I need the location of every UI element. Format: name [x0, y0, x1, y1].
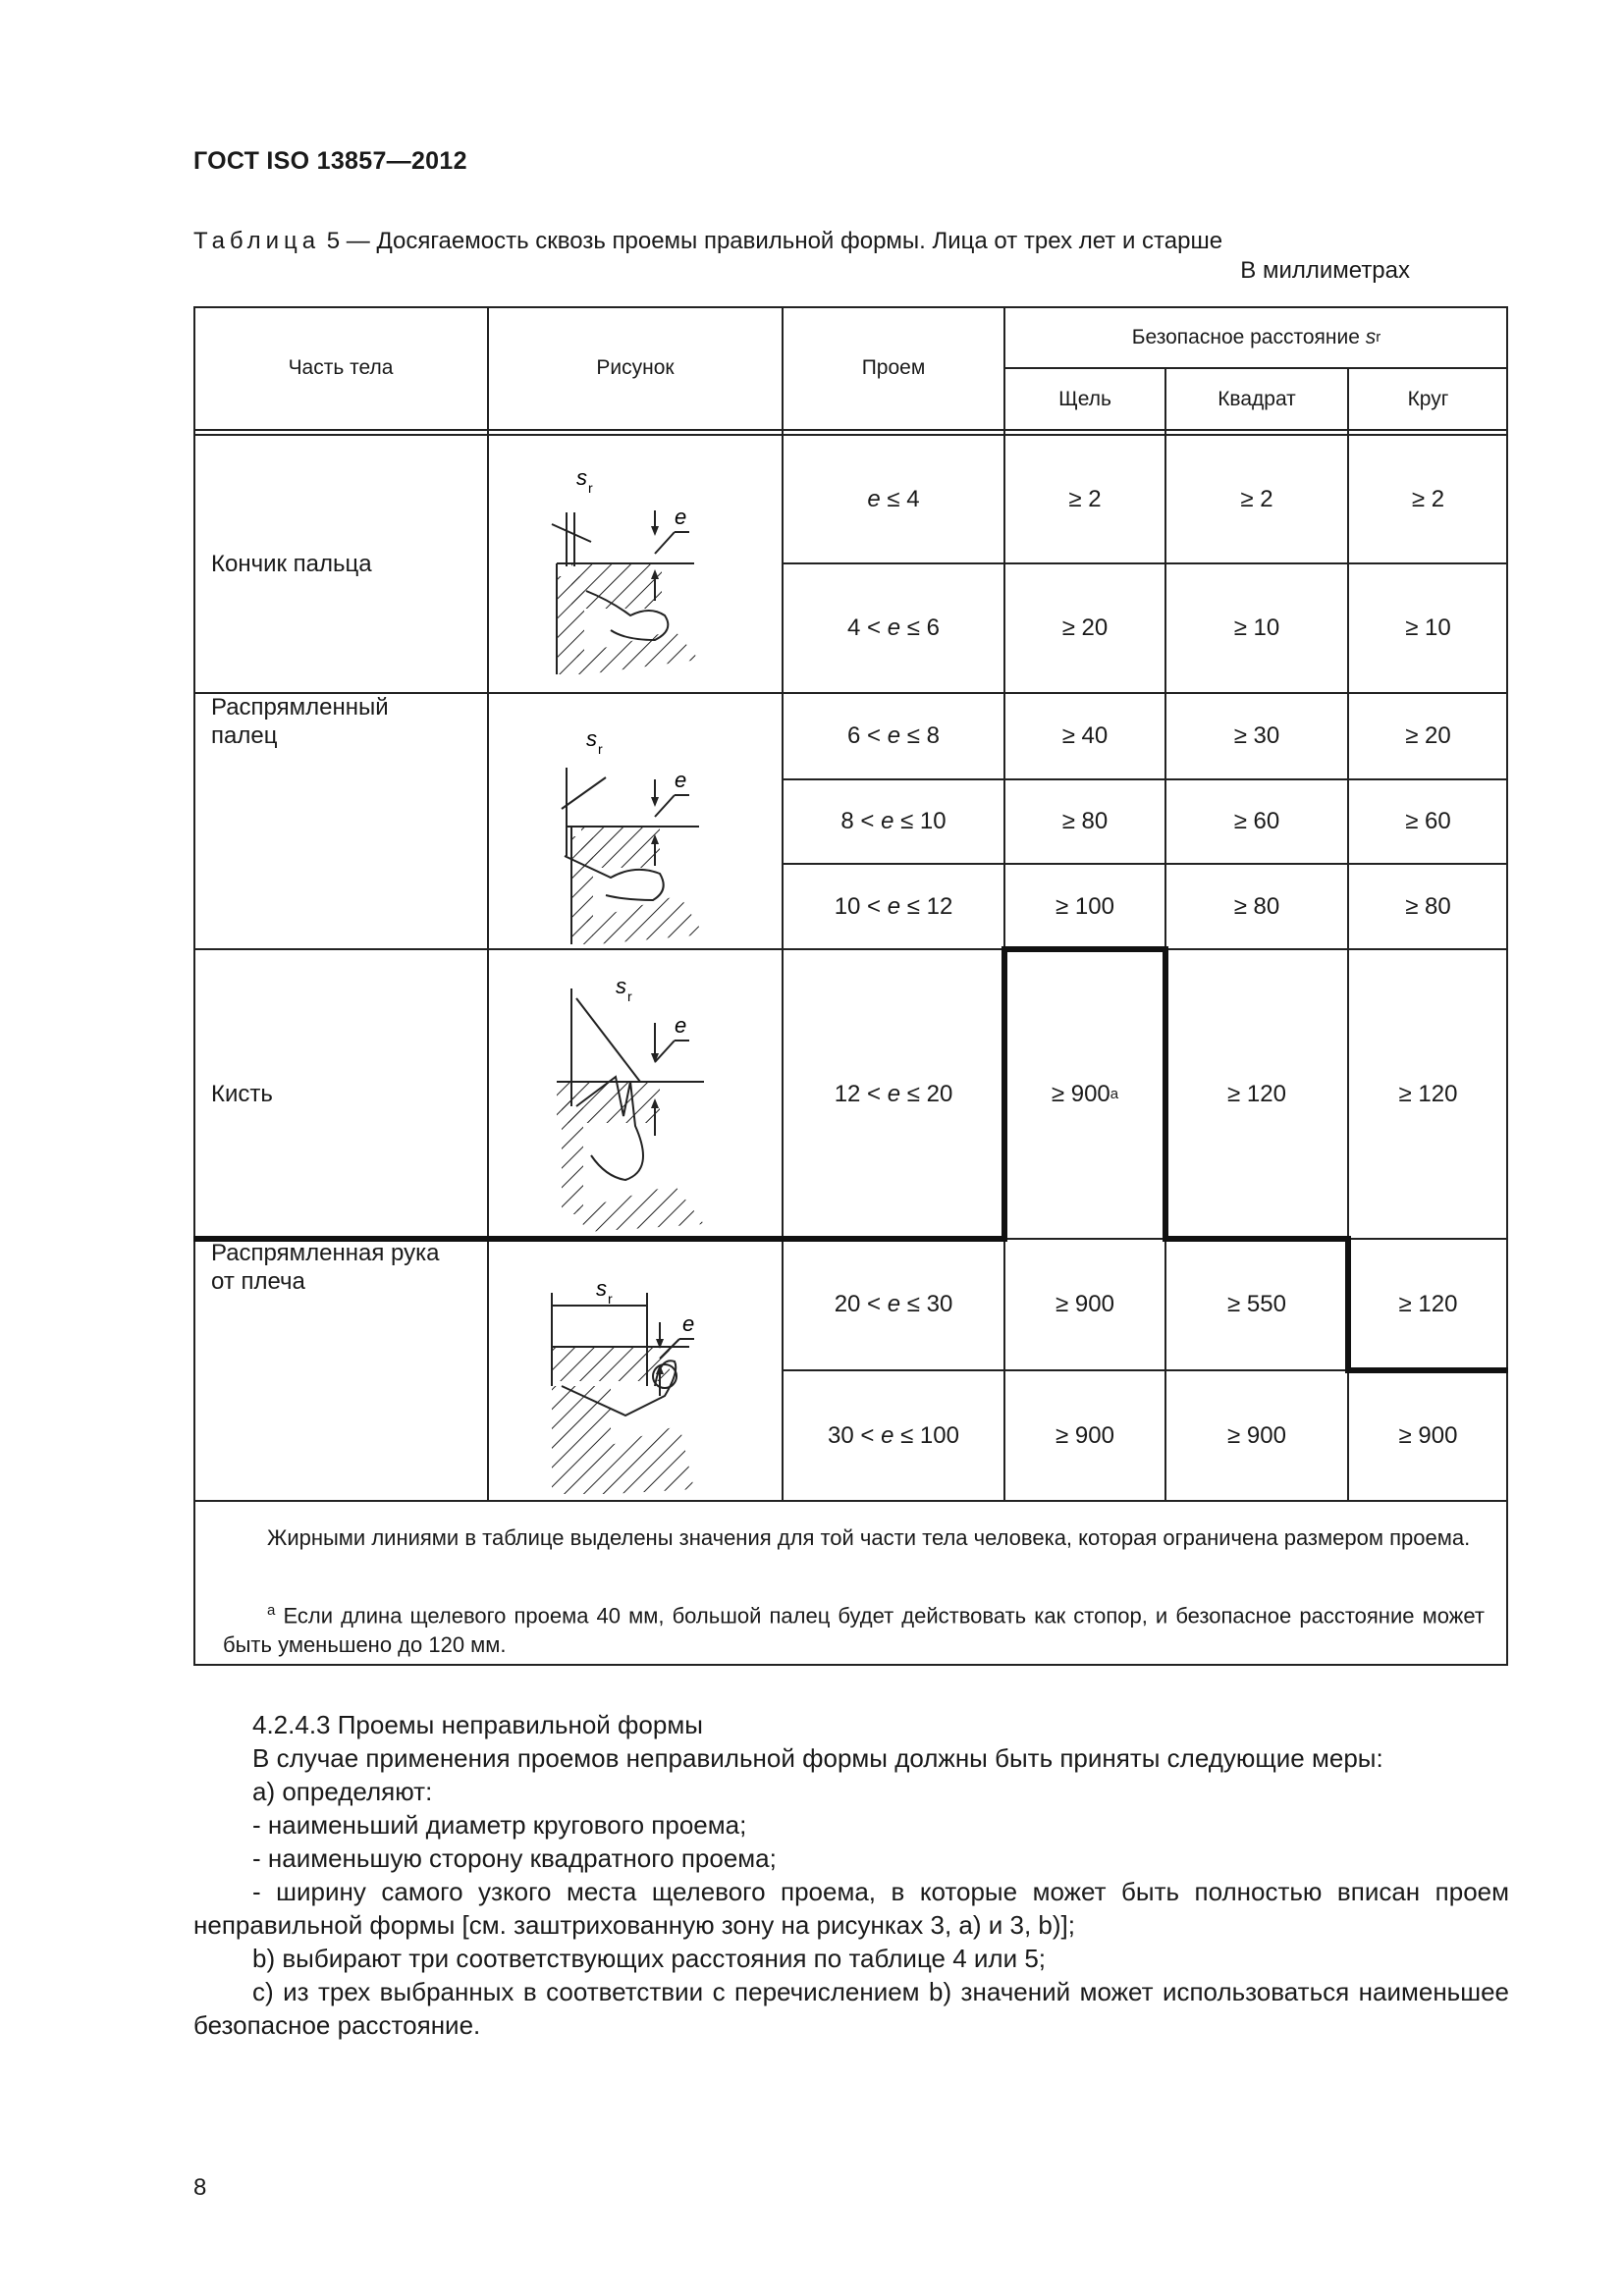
body-part-arm [193, 1239, 488, 1501]
dash-item-2: - наименьшую сторону квадратного проема; [252, 1843, 777, 1873]
fingertip-figure [517, 444, 753, 684]
sr-label-sub: r [608, 1291, 613, 1307]
sr-symbol: s [1365, 325, 1377, 348]
opening-cell [783, 864, 1004, 949]
slot-value [1004, 949, 1165, 1239]
note-footnote [223, 1596, 1485, 1660]
e-label: e [675, 1013, 687, 1038]
opening-cell [783, 693, 1004, 779]
square-value: ≥ 30 [1233, 722, 1280, 749]
square-value: ≥ 550 [1227, 1291, 1286, 1317]
circle-value: ≥ 120 [1398, 1080, 1458, 1107]
body-part-line: палец [211, 722, 278, 749]
document-header: ГОСТ ISO 13857—2012 [193, 147, 467, 175]
circle-value: ≥ 10 [1405, 614, 1451, 641]
item-c: c) из трех выбранных в соответствии с перечислением b) значений может использоваться наименьшее безопасное расстояние. [193, 1977, 1509, 2040]
circle-value: ≥ 120 [1398, 1291, 1458, 1317]
body-part-finger [193, 693, 488, 949]
circle-value: ≥ 900 [1398, 1421, 1458, 1449]
opening-var: e [887, 722, 901, 749]
opening-var: e [867, 485, 881, 512]
table-caption-label: Таблица [193, 228, 321, 254]
opening-suffix: ≤ 12 [900, 892, 953, 920]
square-value: ≥ 10 [1233, 614, 1280, 641]
body-part-line: Распрямленная рука [211, 1240, 440, 1266]
slot-value: ≥ 40 [1061, 722, 1109, 749]
opening-cell [783, 563, 1004, 693]
body-part-line: Кончик пальца [211, 551, 372, 577]
opening-cell [783, 435, 1004, 563]
slot-value-text: ≥ 900 [1051, 1080, 1110, 1107]
sr-label: s [586, 726, 597, 751]
body-part-line: Кисть [211, 1081, 273, 1107]
opening-prefix: 4 < [847, 614, 888, 641]
circle-value: ≥ 2 [1411, 485, 1445, 512]
square-value: ≥ 60 [1233, 808, 1280, 834]
body-part-line: от плеча [211, 1268, 305, 1295]
header-circle: Круг [1407, 387, 1449, 410]
header-safe-distance-label: Безопасное расстояние [1131, 325, 1360, 348]
body-part-hand [193, 949, 488, 1239]
body-part-fingertip [193, 435, 488, 693]
section-title: 4.2.4.3 Проемы неправильной формы [252, 1710, 703, 1739]
e-label: e [675, 505, 687, 529]
opening-prefix: 20 < [834, 1291, 888, 1317]
header-square: Квадрат [1218, 387, 1296, 410]
opening-prefix: 12 < [834, 1080, 888, 1107]
opening-suffix: ≤ 10 [893, 808, 947, 834]
sr-label: s [616, 974, 626, 998]
opening-prefix: 8 < [840, 808, 882, 834]
opening-prefix: 30 < [828, 1421, 882, 1449]
hand-figure [517, 959, 753, 1239]
sr-label-sub: r [598, 741, 603, 757]
page-number: 8 [193, 2174, 207, 2201]
slot-value: ≥ 2 [1068, 485, 1102, 512]
footnote-ref: a [1110, 1086, 1119, 1102]
item-b: b) выбирают три соответствующих расстояния по таблице 4 или 5; [252, 1944, 1047, 1973]
opening-cell [783, 949, 1004, 1239]
opening-suffix: ≤ 100 [893, 1421, 959, 1449]
header-slot: Щель [1058, 387, 1111, 410]
opening-var: e [881, 808, 894, 834]
slot-value: ≥ 80 [1061, 808, 1109, 834]
body-part-line: Распрямленный [211, 694, 389, 721]
square-value: ≥ 80 [1233, 892, 1280, 920]
opening-var: e [881, 1421, 894, 1449]
slot-value: ≥ 900 [1056, 1421, 1114, 1449]
opening-var: e [887, 614, 901, 641]
header-body-part: Часть тела [288, 356, 394, 379]
square-value: ≥ 900 [1227, 1421, 1286, 1449]
opening-cell [783, 779, 1004, 864]
opening-var: e [887, 892, 901, 920]
table-caption [193, 228, 1222, 255]
header-opening: Проем [861, 356, 926, 379]
footnote-text: Если длина щелевого проема 40 мм, большой палец будет действовать как стопор, и безопасное расстояние может быть уменьшено до 120 мм. [223, 1603, 1485, 1658]
slot-value: ≥ 900 [1056, 1291, 1114, 1317]
e-label: e [682, 1311, 695, 1336]
table-units: В миллиметрах [1240, 257, 1410, 284]
dash-item-1: - наименьший диаметр кругового проема; [252, 1810, 747, 1840]
header-safe-distance [1004, 306, 1508, 368]
square-value: ≥ 120 [1227, 1080, 1286, 1107]
opening-prefix: 10 < [834, 892, 888, 920]
item-a: a) определяют: [252, 1777, 433, 1806]
arm-figure [517, 1249, 753, 1499]
slot-value: ≥ 20 [1061, 614, 1109, 641]
footnote-mark: a [267, 1602, 276, 1619]
opening-suffix: ≤ 20 [900, 1080, 953, 1107]
opening-suffix: ≤ 4 [880, 485, 920, 512]
opening-suffix: ≤ 30 [900, 1291, 953, 1317]
circle-value: ≥ 80 [1405, 892, 1451, 920]
dash-item-3: - ширину самого узкого места щелевого проема, в которые может быть полностью вписан проем неправильной формы [см. заштрихованную зону на рисунках 3, а) и 3, b)]; [193, 1877, 1509, 1940]
sr-label-sub: r [627, 988, 632, 1004]
finger-figure [517, 699, 753, 949]
reach-table [193, 306, 1508, 1666]
intro-paragraph: В случае применения проемов неправильной формы должны быть приняты следующие меры: [252, 1743, 1383, 1773]
note-bold-lines: Жирными линиями в таблице выделены значения для той части тела человека, которая ограничена размером проема. [267, 1525, 1471, 1550]
e-label: e [675, 768, 687, 792]
sr-subscript: r [1376, 329, 1381, 346]
opening-cell [783, 1370, 1004, 1501]
table-caption-text: 5 — Досягаемость сквозь проемы правильной формы. Лица от трех лет и старше [326, 228, 1223, 254]
opening-cell [783, 1239, 1004, 1370]
opening-var: e [887, 1291, 901, 1317]
opening-suffix: ≤ 6 [900, 614, 940, 641]
circle-value: ≥ 20 [1405, 722, 1451, 749]
sr-label: s [576, 465, 587, 490]
square-value: ≥ 2 [1240, 485, 1273, 512]
opening-prefix: 6 < [847, 722, 888, 749]
opening-suffix: ≤ 8 [900, 722, 940, 749]
header-figure: Рисунок [596, 356, 675, 379]
opening-var: e [887, 1080, 901, 1107]
circle-value: ≥ 60 [1405, 808, 1451, 834]
slot-value: ≥ 100 [1056, 892, 1114, 920]
sr-label-sub: r [588, 480, 593, 496]
sr-label: s [596, 1276, 607, 1301]
